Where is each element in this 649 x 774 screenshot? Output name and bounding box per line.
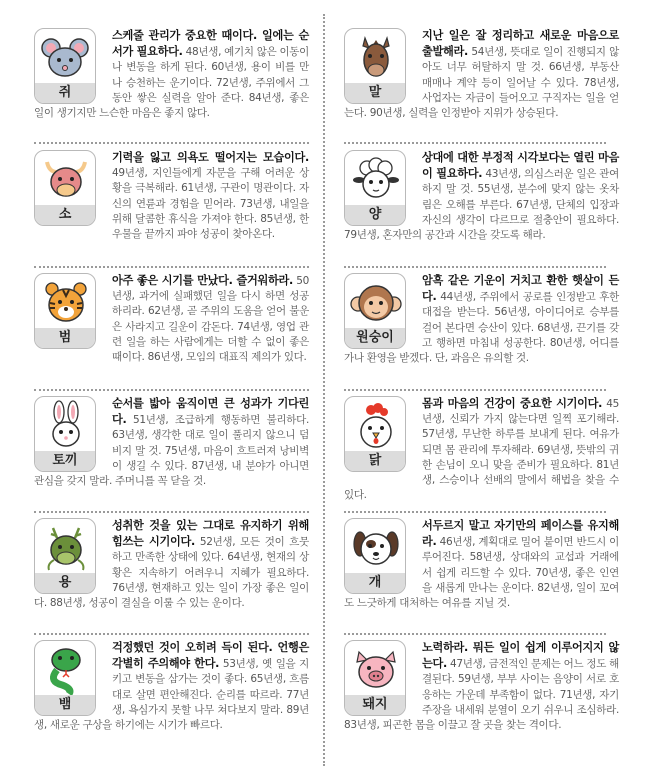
fortune-entry-sheep bbox=[344, 150, 619, 268]
fortune-body: 44년생, 주위에서 공로를 인정받고 후한 대접을 받는다. 56년생, 아이디어로 승부를 걸어 본다면 승산이 있다. 68년생, 끈기를 갖고 행하면 마침내 성공한다. 80년생, 어디를 가나 환영을 받겠다. 단, 과음은 유의할 것. bbox=[344, 291, 619, 365]
fortune-entry-dragon bbox=[34, 518, 309, 636]
zodiac-card bbox=[34, 640, 96, 716]
zodiac-name: 양 bbox=[345, 205, 405, 225]
zodiac-name: 토끼 bbox=[35, 451, 95, 471]
column-divider bbox=[323, 14, 325, 766]
zodiac-card bbox=[344, 396, 406, 472]
fortune-entry-rat bbox=[34, 28, 309, 146]
fortune-body: 46년생, 계획대로 밀어 붙이면 반드시 이루어진다. 58년생, 상대와의 교섭과 거래에서 쉽게 리드할 수 있다. 70년생, 좋은 인연을 새롭게 만나는 운이다. 82년생, 일이 꼬여도 느긋하게 대처하는 여유를 지닐 것. bbox=[344, 536, 619, 610]
zodiac-card bbox=[34, 396, 96, 472]
zodiac-card bbox=[344, 150, 406, 226]
fortune-body: 50년생, 과거에 실패했던 일을 다시 하면 성공하리라. 62년생, 곧 주위의 도움을 얻어 불운은 사라지고 길운이 감돈다. 74년생, 영업 관련 일을 하는 사람에게는 더할 수 없이 좋은 때이다. 86년생, 모임의 대표직 제의가 있다. bbox=[112, 275, 309, 364]
pig-icon bbox=[349, 644, 403, 696]
fortune-entry-dog bbox=[344, 518, 619, 636]
ox-icon bbox=[39, 154, 93, 206]
zodiac-name: 닭 bbox=[345, 451, 405, 471]
fortune-body: 53년생, 옛 일을 지키고 변동을 삼가는 것이 좋다. 65년생, 흐름대로 살면 편안해진다. 순리를 따르라. 77년생, 욕심가지 못할 나무 쳐다보지 말라. 89년생, 새로운 구상을 하기에는 시기가 빠르다. bbox=[34, 658, 309, 732]
zodiac-name: 개 bbox=[345, 573, 405, 593]
zodiac-card bbox=[344, 518, 406, 594]
fortune-headline: 스케줄 관리가 중요한 때이다. 일에는 순서가 필요하다. bbox=[112, 29, 309, 59]
fortune-headline: 노력하라. 뭐든 일이 쉽게 이루어지지 않는다. bbox=[422, 641, 619, 671]
zodiac-card bbox=[344, 640, 406, 716]
fortune-headline: 순서를 밟아 움직이면 큰 성과가 기다린다. bbox=[112, 397, 309, 427]
zodiac-name: 뱀 bbox=[35, 695, 95, 715]
fortune-headline: 기력을 잃고 의욕도 떨어지는 모습이다. bbox=[112, 151, 309, 164]
rabbit-icon bbox=[39, 400, 93, 452]
fortune-headline: 걱정했던 것이 오히려 득이 된다. 언행은 각별히 주의해야 한다. bbox=[112, 641, 309, 671]
horse-icon bbox=[349, 32, 403, 84]
rat-icon bbox=[39, 32, 93, 84]
tiger-icon bbox=[39, 277, 93, 329]
zodiac-name: 소 bbox=[35, 205, 95, 225]
zodiac-card bbox=[34, 518, 96, 594]
zodiac-name: 용 bbox=[35, 573, 95, 593]
fortune-entry-rooster bbox=[344, 396, 619, 514]
zodiac-card bbox=[34, 150, 96, 226]
fortune-entry-horse bbox=[344, 28, 619, 146]
fortune-body: 52년생, 모든 것이 흐뭇하고 만족한 상태에 있다. 64년생, 현재의 상황은 지속하기 어려우니 지혜가 필요하다. 76년생, 현재하고 있는 일이 가장 좋은 일이다. 88년생, 성공이 결실을 이룰 수 있는 운이다. bbox=[34, 536, 309, 610]
fortune-headline: 몸과 마음의 건강이 중요한 시기이다. bbox=[422, 397, 603, 410]
fortune-entry-snake bbox=[34, 640, 309, 758]
fortune-headline: 지난 일은 잘 정리하고 새로운 마음으로 출발해라. bbox=[422, 29, 619, 59]
snake-icon bbox=[39, 644, 93, 696]
fortune-body: 51년생, 조급하게 행동하면 불리하다. 63년생, 생각한 대로 일이 풀리지 않으니 덤비지 말 것. 75년생, 마음이 흐트러져 낭비벽이 생길 수 있다. 87년생, 내 분야가 아니면 관심을 갖지 말라. 주머니를 꼭 닫을 것. bbox=[34, 414, 309, 488]
monkey-icon bbox=[349, 277, 403, 329]
fortune-entry-pig bbox=[344, 640, 619, 758]
fortune-body: 54년생, 뜻대로 일이 진행되지 않아도 너무 허탈하지 말 것. 66년생, 부동산 매매나 계약 등이 일어날 수 있다. 78년생, 사업자는 자금이 들어오고 구직자는 일을 얻는다. 90년생, 실력을 인정받아 지위가 상승된다. bbox=[344, 46, 619, 120]
zodiac-name: 원숭이 bbox=[345, 328, 405, 348]
fortune-headline: 성취한 것을 있는 그대로 유지하기 위해 힘쓰는 시기이다. bbox=[112, 519, 309, 549]
fortune-entry-rabbit bbox=[34, 396, 309, 514]
fortune-body: 43년생, 의심스러운 일은 관여하지 말 것. 55년생, 분수에 맞지 않는 옷차림은 오해를 부른다. 67년생, 단체의 입장과 자신의 생각이 다르므로 절충안이 필요하다. 79년생, 혼자만의 공간과 시간을 갖도록 해라. bbox=[344, 168, 619, 242]
fortune-entry-monkey bbox=[344, 273, 619, 391]
fortune-headline: 아주 좋은 시기를 만났다. 즐거워하라. bbox=[112, 274, 293, 287]
fortune-body: 47년생, 금전적인 문제는 어느 정도 해결된다. 59년생, 부부 사이는 음양이 서로 호응하는 가운데 부족함이 없다. 71년생, 자기주장을 내세워 분열이 오기 쉬우니 조심하라. 83년생, 피곤한 몸을 이끌고 잘 곳을 찾는 격이다. bbox=[344, 658, 619, 732]
fortune-entry-tiger bbox=[34, 273, 309, 391]
zodiac-card bbox=[34, 28, 96, 104]
fortune-body: 48년생, 예기치 않은 이동이나 변동을 하게 된다. 60년생, 용이 비를 만나 승천하는 운기이다. 72년생, 주위에서 그 동안 쌓은 실력을 알아 준다. 84년생, 좋은 일이 생기지만 느슨한 마음은 좋지 않다. bbox=[34, 46, 309, 120]
zodiac-name: 말 bbox=[345, 83, 405, 103]
sheep-icon bbox=[349, 154, 403, 206]
zodiac-name: 쥐 bbox=[35, 83, 95, 103]
zodiac-name: 돼지 bbox=[345, 695, 405, 715]
fortune-body: 45년생, 신뢰가 가지 않는다면 일찍 포기해라. 57년생, 무난한 하루를 보내게 된다. 여유가 되면 몸 관리에 투자해라. 69년생, 뜻밖의 귀한 손님이 오니 맞을 준비가 필요하다. 81년생, 스승이나 선배의 말에서 해법을 찾을 수 있다. bbox=[344, 398, 619, 502]
dragon-icon bbox=[39, 522, 93, 574]
rooster-icon bbox=[349, 400, 403, 452]
zodiac-card bbox=[344, 273, 406, 349]
fortune-entry-ox bbox=[34, 150, 309, 268]
dog-icon bbox=[349, 522, 403, 574]
fortune-headline: 서두르지 말고 자기만의 페이스를 유지해라. bbox=[422, 519, 619, 549]
fortune-headline: 암흑 같은 기운이 거치고 환한 햇살이 든다. bbox=[422, 274, 619, 304]
zodiac-name: 범 bbox=[35, 328, 95, 348]
fortune-body: 49년생, 지인들에게 자문을 구해 어려운 상황을 극복해라. 61년생, 구관이 명관이다. 자신의 연륜과 경험을 믿어라. 73년생, 내일을 위해 달콤한 휴식을 가져야 한다. 85년생, 한 우물을 끝까지 파야 성공이 찾아온다. bbox=[112, 167, 309, 241]
fortune-headline: 상대에 대한 부정적 시각보다는 열린 마음이 필요하다. bbox=[422, 151, 619, 181]
zodiac-card bbox=[34, 273, 96, 349]
zodiac-card bbox=[344, 28, 406, 104]
